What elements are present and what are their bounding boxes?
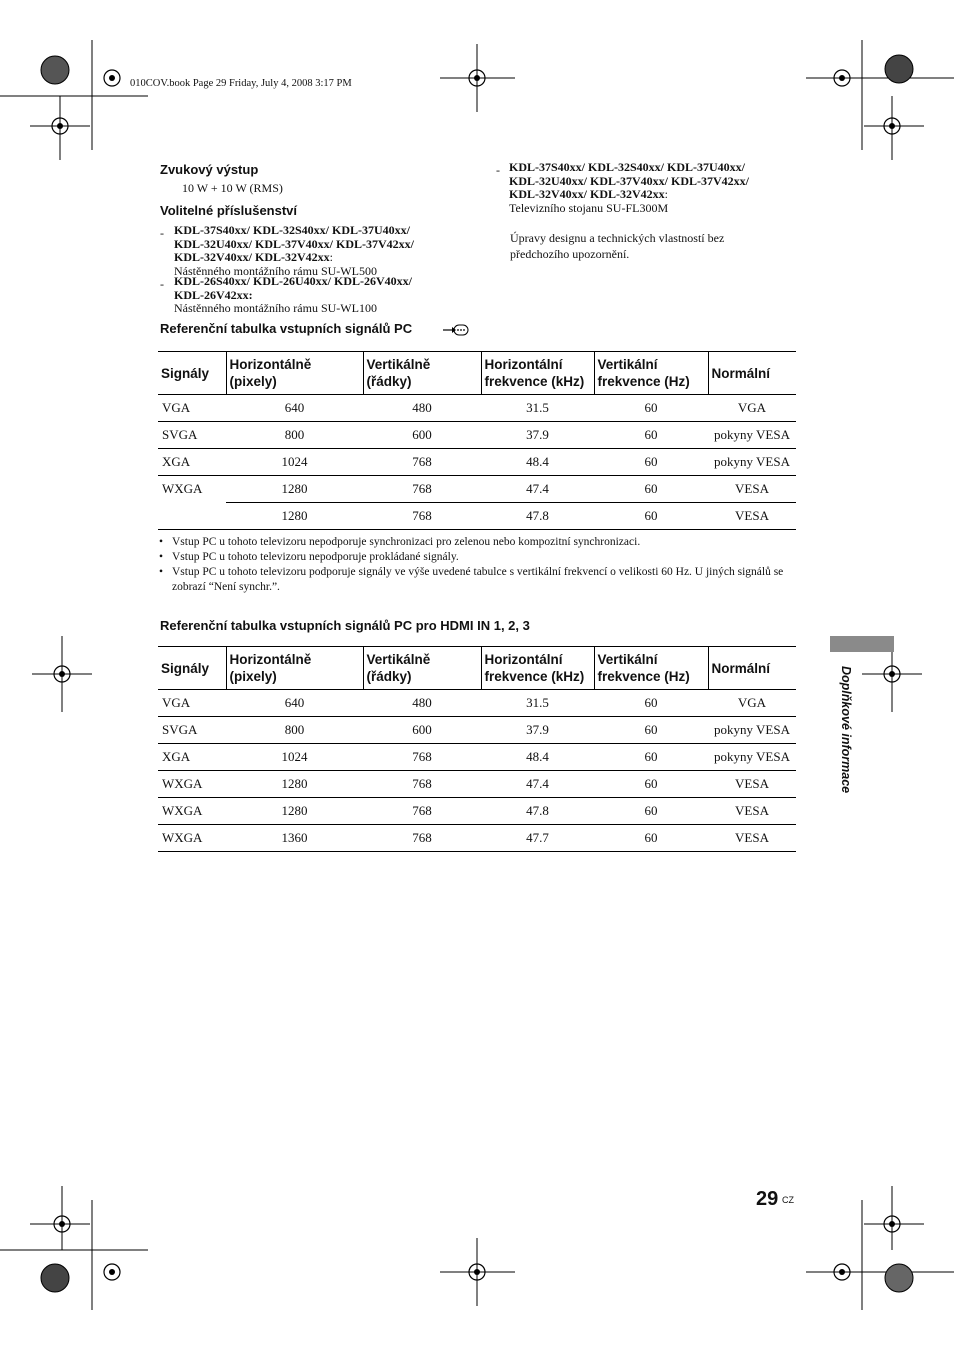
table-cell: 1280 [226,503,363,530]
table-cell: 47.7 [481,825,594,852]
table-cell: 480 [363,395,481,422]
accessory-item-1 [174,224,414,278]
table-cell: XGA [158,449,226,476]
table-cell: 1024 [226,744,363,771]
dash: - [160,277,164,291]
table-cell: 768 [363,825,481,852]
table-cell: 60 [594,422,708,449]
table-cell: 47.8 [481,798,594,825]
model-line: KDL-26S40xx/ KDL-26U40xx/ KDL-26V40xx/ [174,274,413,288]
table-header-row [158,647,796,690]
table-row [158,825,796,852]
table-row [158,476,796,503]
column-header: Normální [708,647,796,690]
table-cell: 37.9 [481,717,594,744]
table-cell: VGA [708,395,796,422]
dash: - [160,226,164,240]
table-cell: 60 [594,717,708,744]
table-cell: SVGA [158,422,226,449]
table-cell: 60 [594,690,708,717]
table-cell: 1280 [226,771,363,798]
table-cell: 1360 [226,825,363,852]
table-cell: pokyny VESA [708,744,796,771]
table-cell: 60 [594,449,708,476]
table-cell [158,503,226,530]
table-cell: VESA [708,476,796,503]
table-cell: pokyny VESA [708,449,796,476]
model-line: KDL-32U40xx/ KDL-37V40xx/ KDL-37V42xx/ [509,173,749,188]
table-cell: WXGA [158,825,226,852]
table-row [158,717,796,744]
table-cell: 480 [363,690,481,717]
table-row [158,771,796,798]
colon: : [329,250,334,264]
table-cell: 1280 [226,798,363,825]
table-row [158,422,796,449]
column-header: Horizontální frekvence (kHz) [481,352,594,395]
page-number: 29 [756,1188,779,1210]
pc-input-icon [442,322,470,338]
table-cell: 600 [363,717,481,744]
table-cell: 31.5 [481,690,594,717]
file-header: 010COV.book Page 29 Friday, July 4, 2008 3:17 PM [130,78,352,89]
side-tab-label: Doplňkové informace [839,666,853,794]
table-cell: WXGA [158,771,226,798]
table-cell: 60 [594,798,708,825]
table-row [158,503,796,530]
table-cell: 640 [226,395,363,422]
model-line: KDL-37S40xx/ KDL-32S40xx/ KDL-37U40xx/ [174,223,411,237]
table-cell: SVGA [158,717,226,744]
table-cell: VESA [708,771,796,798]
column-header: Horizontální frekvence (kHz) [481,647,594,690]
table-cell: 60 [594,395,708,422]
audio-value: 10 W + 10 W (RMS) [182,181,283,195]
table-cell: 60 [594,503,708,530]
column-header: Horizontálně (pixely) [226,647,363,690]
disclaimer [510,230,724,262]
page-lang: CZ [782,1195,794,1205]
table-cell: 768 [363,476,481,503]
column-header: Vertikální frekvence (Hz) [594,352,708,395]
accessory-desc: Televizního stojanu SU-FL300M [509,200,669,215]
table-cell: 48.4 [481,744,594,771]
model-line: KDL-26V42xx: [174,287,253,302]
table-cell: 768 [363,744,481,771]
table-cell: VESA [708,825,796,852]
column-header: Vertikálně (řádky) [363,352,481,395]
table-cell: 768 [363,449,481,476]
side-tab-marker [830,636,894,652]
accessory-desc: Nástěnného montážního rámu SU-WL500 [174,263,377,278]
table-cell: 60 [594,744,708,771]
pc-signal-table [158,351,796,530]
table-cell: 47.4 [481,476,594,503]
table-cell: VESA [708,503,796,530]
table-row [158,744,796,771]
table-cell: 1280 [226,476,363,503]
table-cell: WXGA [158,798,226,825]
note-item: • Vstup PC u tohoto televizoru nepodporuje prokládané signály. [158,550,798,565]
table-cell: VGA [158,395,226,422]
table2-heading: Referenční tabulka vstupních signálů PC pro HDMI IN 1, 2, 3 [160,618,530,633]
accessory-desc: Nástěnného montážního rámu SU-WL100 [174,301,377,315]
colon: : [664,187,669,201]
table-cell: 768 [363,503,481,530]
table-cell: 47.8 [481,503,594,530]
table-cell: 48.4 [481,449,594,476]
disclaimer-line: Úpravy designu a technických vlastností bez [510,231,725,245]
dash: - [496,163,500,177]
table-cell: VGA [158,690,226,717]
table-cell: 1024 [226,449,363,476]
table-header-row [158,352,796,395]
table1-heading: Referenční tabulka vstupních signálů PC [160,321,413,336]
model-line: KDL-32V40xx/ KDL-32V42xx [174,250,330,264]
table-cell: VGA [708,690,796,717]
notes-list [158,535,798,595]
note-item: • Vstup PC u tohoto televizoru nepodporuje synchronizaci pro zelenou nebo kompozitní synchronizaci. [158,535,798,550]
column-header: Horizontálně (pixely) [226,352,363,395]
table-cell: XGA [158,744,226,771]
column-header: Signály [158,352,226,395]
table-cell: VESA [708,798,796,825]
audio-heading: Zvukový výstup [160,162,259,177]
column-header: Vertikální frekvence (Hz) [594,647,708,690]
table-row [158,798,796,825]
table-cell: 800 [226,717,363,744]
table-cell: 60 [594,825,708,852]
table-row [158,395,796,422]
table-cell: 640 [226,690,363,717]
table-cell: 47.4 [481,771,594,798]
model-line: KDL-37S40xx/ KDL-32S40xx/ KDL-37U40xx/ [509,160,746,174]
model-line: KDL-32U40xx/ KDL-37V40xx/ KDL-37V42xx/ [174,236,414,251]
table-cell: WXGA [162,481,203,497]
table-cell: pokyny VESA [708,422,796,449]
table-cell: 60 [594,476,708,503]
column-header: Vertikálně (řádky) [363,647,481,690]
accessory-item-2 [174,275,412,316]
table-cell: 768 [363,771,481,798]
table-cell: 60 [594,771,708,798]
table-cell: 31.5 [481,395,594,422]
column-header: Signály [158,647,226,690]
hdmi-signal-table [158,646,796,852]
table-row [158,449,796,476]
note-item: • Vstup PC u tohoto televizoru podporuje signály ve výše uvedené tabulce s vertikální frekvencí o velikosti 60 Hz. U jiných signálů se zobrazí “Není synchr.”. [158,565,798,595]
table-cell: pokyny VESA [708,717,796,744]
table-row [158,690,796,717]
table-cell: 37.9 [481,422,594,449]
disclaimer-line: předchozího upozornění. [510,247,630,261]
table-cell: 768 [363,798,481,825]
model-line: KDL-32V40xx/ KDL-32V42xx [509,187,665,201]
table-cell: 800 [226,422,363,449]
accessories-heading: Volitelné příslušenství [160,203,298,218]
table-cell: 600 [363,422,481,449]
column-header: Normální [708,352,796,395]
accessory-item-3 [509,161,749,215]
